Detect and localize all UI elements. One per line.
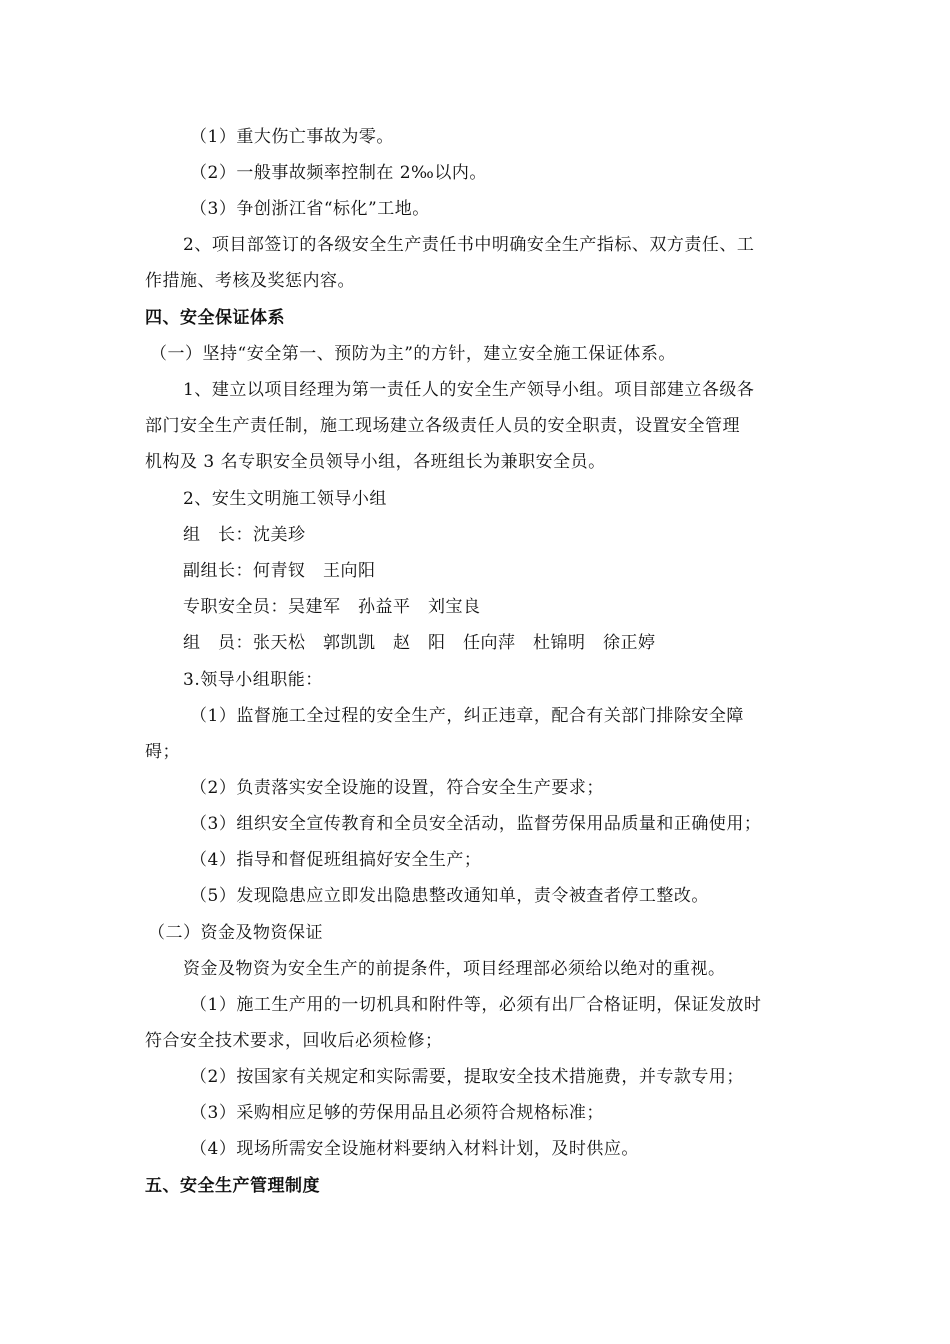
target-item-1: （1）重大伤亡事故为零。	[190, 127, 394, 147]
safety-officers-line: 专职安全员：吴建军 孙益平 刘宝良	[183, 597, 481, 617]
paragraph-line: 2、安生文明施工领导小组	[183, 489, 387, 509]
paragraph-line: 部门安全生产责任制，施工现场建立各级责任人员的安全职责，设置安全管理	[145, 416, 740, 436]
guarantee-item-4: （4）现场所需安全设施材料要纳入材料计划，及时供应。	[190, 1139, 639, 1159]
paragraph-line: 2、项目部签订的各级安全生产责任书中明确安全生产指标、双方责任、工	[183, 235, 755, 255]
paragraph-line: 机构及 3 名专职安全员领导小组，各班组长为兼职安全员。	[145, 452, 606, 472]
paragraph-line: 资金及物资为安全生产的前提条件，项目经理部必须给以绝对的重视。	[183, 959, 726, 979]
paragraph-line: 1、建立以项目经理为第一责任人的安全生产领导小组。项目部建立各级各	[183, 380, 755, 400]
guarantee-item-1: （1）施工生产用的一切机具和附件等，必须有出厂合格证明，保证发放时	[190, 995, 762, 1015]
guarantee-item-1-cont: 符合安全技术要求，回收后必须检修；	[145, 1031, 443, 1051]
function-item-1-cont: 碍；	[145, 742, 180, 762]
subsection-heading-1: （一）坚持“安全第一、预防为主”的方针，建立安全施工保证体系。	[150, 344, 676, 364]
target-item-3: （3）争创浙江省“标化”工地。	[190, 199, 430, 219]
team-members-line: 组 员：张天松 郭凯凯 赵 阳 任向萍 杜锦明 徐正婷	[183, 633, 656, 653]
guarantee-item-3: （3）采购相应足够的劳保用品且必须符合规格标准；	[190, 1103, 604, 1123]
deputy-leader-line: 副组长：何青钗 王向阳	[183, 561, 376, 581]
team-leader-line: 组 长：沈美珍	[183, 525, 306, 545]
function-item-2: （2）负责落实安全设施的设置，符合安全生产要求；	[190, 778, 604, 798]
function-item-5: （5）发现隐患应立即发出隐患整改通知单，责令被查者停工整改。	[190, 886, 709, 906]
target-item-2: （2）一般事故频率控制在 2‰以内。	[190, 163, 487, 183]
section-heading-5: 五、安全生产管理制度	[145, 1176, 320, 1196]
section-heading-4: 四、安全保证体系	[145, 308, 285, 328]
paragraph-line: 作措施、考核及奖惩内容。	[145, 271, 355, 291]
function-item-3: （3）组织安全宣传教育和全员安全活动，监督劳保用品质量和正确使用；	[190, 814, 762, 834]
paragraph-line: 3.领导小组职能：	[183, 670, 323, 690]
function-item-1: （1）监督施工全过程的安全生产，纠正违章，配合有关部门排除安全障	[190, 706, 744, 726]
function-item-4: （4）指导和督促班组搞好安全生产；	[190, 850, 482, 870]
subsection-heading-2: （二）资金及物资保证	[148, 923, 323, 943]
guarantee-item-2: （2）按国家有关规定和实际需要，提取安全技术措施费，并专款专用；	[190, 1067, 744, 1087]
